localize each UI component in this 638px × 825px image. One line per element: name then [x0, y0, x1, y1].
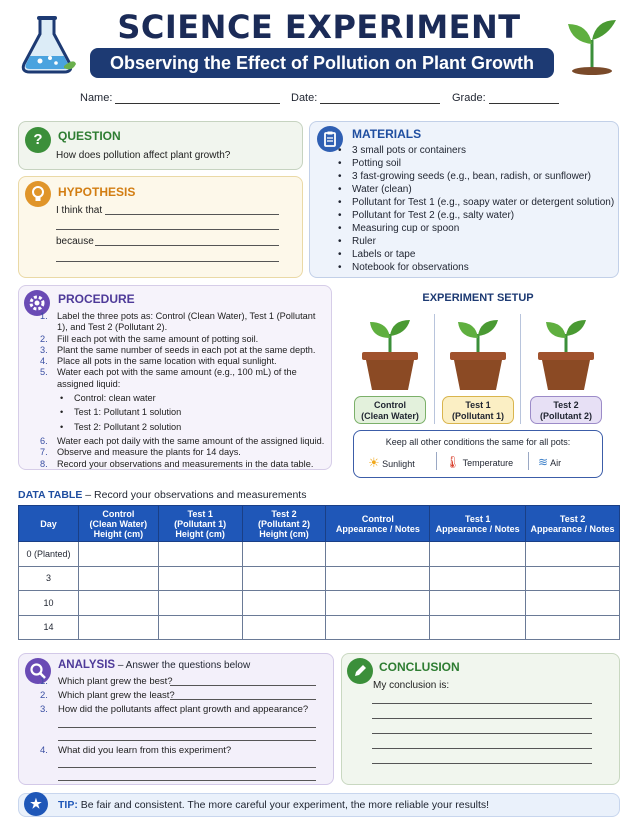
- data-table-heading: [18, 489, 306, 501]
- data-cell[interactable]: [326, 542, 430, 567]
- step-text: Fill each pot with the same amount of potting soil.: [57, 333, 259, 344]
- hypothesis-line-3[interactable]: [95, 245, 279, 246]
- data-cell[interactable]: [242, 591, 326, 616]
- table-row: [19, 615, 620, 640]
- column-header: Test 1 (Pollutant 1) Height (cm): [158, 506, 242, 542]
- pot-label-line: Test 1: [465, 400, 491, 410]
- potted-plant-icon: [446, 316, 510, 392]
- data-cell[interactable]: [158, 542, 242, 567]
- column-header: Day: [19, 506, 79, 542]
- setup-title: EXPERIMENT SETUP: [422, 292, 534, 304]
- step-text: Water each pot with the same amount (e.g., 100 mL) of the assigned liquid:: [57, 367, 297, 389]
- data-cell[interactable]: [158, 615, 242, 640]
- potted-plant-icon: [358, 316, 422, 392]
- table-row: [19, 566, 620, 591]
- question-text: How does pollution affect plant growth?: [56, 150, 231, 161]
- date-label: Date:: [291, 92, 318, 104]
- data-cell[interactable]: [430, 566, 526, 591]
- step-text: Label the three pots as: Control (Clean Water), Test 1 (Pollutant 1), and Test 2 (Pollutant 2).: [57, 311, 316, 333]
- pot-label-line: (Pollutant 2): [540, 411, 592, 421]
- divider: [436, 452, 437, 470]
- divider: [528, 452, 529, 470]
- air-condition: [538, 455, 561, 469]
- lightbulb-icon: [25, 181, 51, 207]
- day-cell: 3: [19, 566, 79, 591]
- analysis-subtitle: – Answer the questions below: [115, 660, 251, 671]
- step-text: Observe and measure the plants for 14 days.: [57, 447, 241, 458]
- list-item: • Labels or tape: [352, 248, 614, 261]
- answer-line[interactable]: [58, 780, 316, 781]
- condition-label: Temperature: [462, 458, 514, 468]
- thermometer-icon: 🌡: [445, 455, 461, 469]
- analysis-card: [18, 653, 334, 785]
- hypothesis-line2-label: because: [56, 236, 94, 247]
- divider: [434, 314, 435, 424]
- list-item: [40, 334, 328, 345]
- data-cell[interactable]: [242, 615, 326, 640]
- data-table-subtitle: – Record your observations and measurements: [82, 489, 307, 501]
- step-number: 5.: [40, 367, 48, 378]
- pot-label-line: Test 2: [553, 400, 579, 410]
- step-number: 7.: [40, 447, 48, 458]
- hypothesis-line1-label: I think that: [56, 205, 103, 216]
- page-subtitle: Observing the Effect of Pollution on Plant Growth: [90, 48, 554, 78]
- list-item: • Ruler: [352, 235, 614, 248]
- sub-step: • Test 1: Pollutant 1 solution: [40, 407, 328, 418]
- data-cell[interactable]: [78, 615, 158, 640]
- sprout-icon: [562, 14, 622, 76]
- wind-icon: ≋: [538, 455, 549, 469]
- potted-plant-icon: [534, 316, 598, 392]
- conditions-text: Keep all other conditions the same for all pots:: [385, 437, 571, 447]
- conclusion-line[interactable]: [372, 703, 592, 704]
- step-number: 3.: [40, 344, 48, 355]
- grade-row: [452, 92, 559, 104]
- conclusion-prompt: My conclusion is:: [373, 680, 450, 691]
- answer-line[interactable]: [170, 685, 316, 686]
- pencil-icon: [347, 658, 373, 684]
- sub-step: • Control: clean water: [40, 393, 328, 404]
- step-number: 6.: [40, 435, 48, 446]
- procedure-title: PROCEDURE: [58, 292, 135, 306]
- star-icon: ★: [24, 792, 48, 816]
- conclusion-line[interactable]: [372, 718, 592, 719]
- sub-step: • Test 2: Pollutant 2 solution: [40, 422, 328, 433]
- data-cell[interactable]: [430, 615, 526, 640]
- step-number: 2.: [40, 333, 48, 344]
- conclusion-line[interactable]: [372, 748, 592, 749]
- list-item: [40, 367, 328, 390]
- pot-label-line: (Pollutant 1): [452, 411, 504, 421]
- date-row: [291, 92, 440, 104]
- table-row: [19, 591, 620, 616]
- materials-title: MATERIALS: [352, 127, 422, 141]
- sun-icon: ☀: [368, 455, 380, 470]
- day-cell: 14: [19, 615, 79, 640]
- tip-text: [58, 799, 489, 811]
- data-cell[interactable]: [326, 591, 430, 616]
- data-cell[interactable]: [158, 566, 242, 591]
- column-header: Test 2 (Pollutant 2) Height (cm): [242, 506, 326, 542]
- step-text: Record your observations and measurements in the data table.: [57, 458, 314, 469]
- analysis-heading: [58, 659, 250, 671]
- column-header: Control (Clean Water) Height (cm): [78, 506, 158, 542]
- hypothesis-line-2[interactable]: [56, 229, 279, 230]
- control-pot-label: [354, 396, 426, 424]
- data-table: [18, 505, 620, 640]
- data-cell[interactable]: [158, 591, 242, 616]
- analysis-question: 3. How did the pollutants affect plant growth and appearance?: [40, 704, 309, 715]
- condition-label: Sunlight: [382, 459, 415, 469]
- list-item: • 3 small pots or containers: [352, 144, 614, 157]
- data-cell[interactable]: [78, 542, 158, 567]
- list-item: [40, 345, 328, 356]
- column-header: Control Appearance / Notes: [326, 506, 430, 542]
- data-cell[interactable]: [526, 542, 620, 567]
- data-cell[interactable]: [242, 542, 326, 567]
- analysis-question: 2. Which plant grew the least?: [40, 690, 175, 701]
- conclusion-line[interactable]: [372, 733, 592, 734]
- test2-pot-label: [530, 396, 602, 424]
- data-cell[interactable]: [326, 566, 430, 591]
- data-cell[interactable]: [78, 591, 158, 616]
- answer-line[interactable]: [170, 699, 316, 700]
- answer-line[interactable]: [58, 740, 316, 741]
- data-cell[interactable]: [526, 566, 620, 591]
- conclusion-line[interactable]: [372, 763, 592, 764]
- procedure-list: [40, 311, 328, 470]
- question-title: QUESTION: [58, 129, 121, 143]
- conclusion-title: CONCLUSION: [379, 660, 460, 674]
- sunlight-condition: [368, 455, 415, 471]
- column-header: Test 2 Appearance / Notes: [526, 506, 620, 542]
- grade-field[interactable]: [489, 103, 559, 104]
- condition-label: Air: [550, 458, 562, 468]
- analysis-title: ANALYSIS: [58, 659, 116, 671]
- data-cell[interactable]: [526, 615, 620, 640]
- list-item: [40, 436, 328, 447]
- list-item: [40, 311, 328, 334]
- list-item: [40, 459, 328, 470]
- pot-label-line: Control: [374, 400, 406, 410]
- tip-body: Be fair and consistent. The more careful your experiment, the more reliable your results!: [77, 799, 490, 811]
- analysis-question: 4. What did you learn from this experiment?: [40, 745, 232, 756]
- data-cell[interactable]: [526, 591, 620, 616]
- data-cell[interactable]: [326, 615, 430, 640]
- list-item: • Potting soil: [352, 157, 614, 170]
- list-item: • Pollutant for Test 1 (e.g., soapy water or detergent solution): [352, 196, 614, 209]
- answer-line[interactable]: [58, 727, 316, 728]
- step-text: Place all pots in the same location with equal sunlight.: [57, 356, 277, 367]
- data-cell[interactable]: [430, 542, 526, 567]
- hypothesis-line-4[interactable]: [56, 261, 279, 262]
- table-row: [19, 542, 620, 567]
- answer-line[interactable]: [58, 767, 316, 768]
- day-cell: 10: [19, 591, 79, 616]
- date-field[interactable]: [320, 103, 440, 104]
- list-item: • Pollutant for Test 2 (e.g., salty water): [352, 209, 614, 222]
- step-number: 8.: [40, 458, 48, 469]
- hypothesis-title: HYPOTHESIS: [58, 185, 136, 199]
- day-cell: 0 (Planted): [19, 542, 79, 567]
- step-text: Water each pot daily with the same amount of the assigned liquid.: [57, 435, 325, 446]
- data-cell[interactable]: [242, 566, 326, 591]
- name-field[interactable]: [115, 103, 280, 104]
- data-cell[interactable]: [78, 566, 158, 591]
- data-table-title: DATA TABLE: [18, 489, 83, 501]
- list-item: [40, 447, 328, 458]
- pot-label-line: (Clean Water): [361, 411, 419, 421]
- list-item: • 3 fast-growing seeds (e.g., bean, radish, or sunflower): [352, 170, 614, 183]
- column-header: Test 1 Appearance / Notes: [430, 506, 526, 542]
- list-item: • Measuring cup or spoon: [352, 222, 614, 235]
- list-item: [40, 356, 328, 367]
- grade-label: Grade:: [452, 92, 486, 104]
- test1-pot-label: [442, 396, 514, 424]
- list-item: • Notebook for observations: [352, 261, 614, 274]
- question-mark-icon: ?: [25, 127, 51, 153]
- name-row: [80, 92, 280, 104]
- data-cell[interactable]: [430, 591, 526, 616]
- name-label: Name:: [80, 92, 113, 104]
- list-item: • Water (clean): [352, 183, 614, 196]
- hypothesis-line-1[interactable]: [105, 214, 279, 215]
- step-text: Plant the same number of seeds in each pot at the same depth.: [57, 344, 316, 355]
- step-number: 1.: [40, 311, 48, 321]
- temperature-condition: [445, 455, 513, 469]
- step-number: 4.: [40, 356, 48, 367]
- tip-label: TIP:: [58, 799, 78, 811]
- analysis-question: 1. Which plant grew the best?: [40, 676, 173, 687]
- divider: [520, 314, 521, 424]
- materials-list: [352, 144, 614, 274]
- page-title: SCIENCE EXPERIMENT: [117, 8, 521, 46]
- table-header-row: [19, 506, 620, 542]
